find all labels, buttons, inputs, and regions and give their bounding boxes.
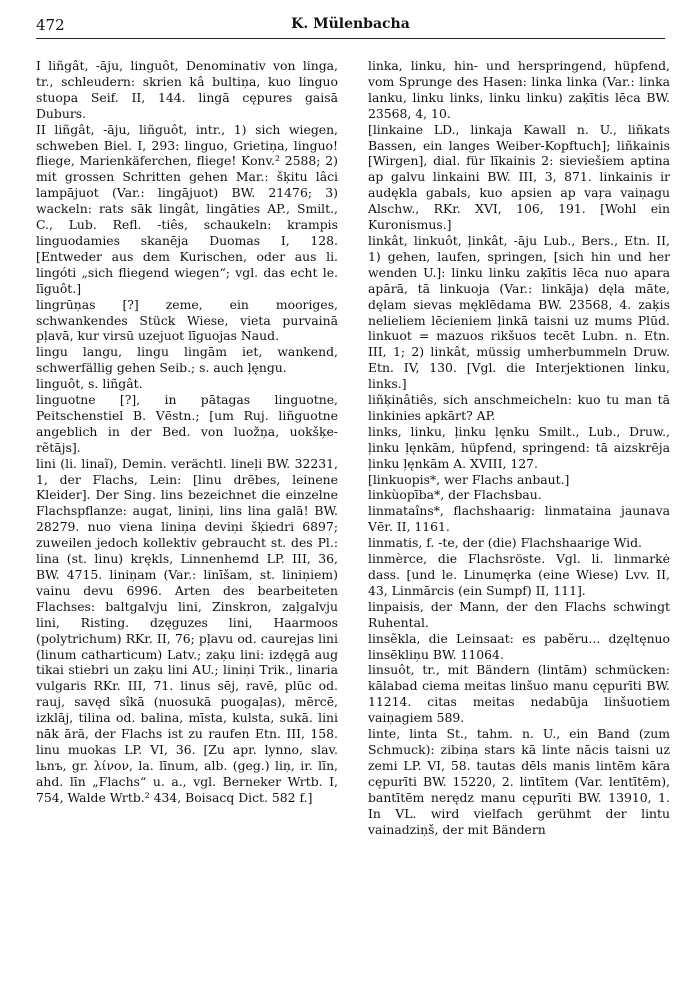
entry-linmatis: linmatis, f. -te, der (die) Flachshaarige Wid.: [368, 535, 642, 551]
entry-linguot: linguôt, s. liñgât.: [36, 376, 143, 392]
entry-linmerce: linmèrce, die Flachsröste. Vgl. li. linmarkė dass. [und le. Linumęrka (eine Wiese) Lvv. II, 43, Linmārcis (ein Sumpf) II, 111].: [368, 551, 670, 598]
entry-lingat-1: I liñgât, -āju, linguôt, Denominativ von linga, tr., schleudern: skrien kâ bultiņa, kuo linguo stuopa Seif. II, 144. lingā cępures gaisā Duburs.: [36, 58, 338, 121]
right-column: [368, 58, 670, 837]
entry-linkinaties: liñķinâtiês, sich anschmeicheln: kuo tu man tā linkinies apkārt? AP.: [368, 392, 670, 423]
entry-links: links, linku, ļinku ļęnku Smilt., Lub., Druw., ļinku ļęnkām, hüpfend, springend: tā aizskrēja ļinku ļęnkām A. XVIII, 127.: [368, 423, 670, 471]
entry-lini: lini (li. linaĩ), Demin. verächtl. lineļi BW. 32231, 1, der Flachs, Lein: [linu drēbes, leinene Kleider]. Der Sing. lins bezeichnet die einzelne Flachspflanze: augat, liniņi, lins lina galā! BW. 28279. nuo viena liniņa deviņi šķiedri 6897; zuweilen jedoch kollektiv gebraucht st. des Pl.: lina (st. linu) krękls, Linnenhemd LP. III, 36, BW. 4715. liniņam (Var.: linīšam, st. liniņiem) vainu devu 6996. Arten des bearbeiteten Flachses: baltgalvju lini, Zinskron, zaļgalvju lini, Risting. dzęguzes lini, Haarmoos (polytrichum) RKr. II, 76; pļavu od. caurejas lini (linum catharticum) Latv.; zaķu lini: izdęgā aug tikai stiebri un zaķu lini AU.; liniņi Trik., linaria vulgaris RKr. III, 71. linus sēj, ravē, plūc od. rauj, savęd sîkā (nuosukā puogaļas), mērcē, izklāj, tilina od. balina, mīsta, kulsta, sukā. lini nāk ārā, der Flachs ist zu raufen Etn. III, 158. linu muokas LP. VI, 36. [Zu apr. lynno, slav. lьnъ, gr. λίνον, la. līnum, alb. (geg.) liņ, ir. līn, ahd. līn „Flachs“ u. a., vgl. Berneker Wrtb. I, 754, Walde Wrtb.² 434, Boisacq Dict. 582 f.]: [36, 455, 338, 805]
entry-linmatains: linmataîns*, flachshaarig: linmataina jaunava Vēr. II, 1161.: [368, 503, 670, 535]
running-head: K. Mülenbacha: [291, 16, 410, 32]
page-header: [36, 14, 665, 39]
entry-lingrunas: lingrūņas [?] zeme, ein mooriges, schwankendes Stück Wiese, vieta purvainā pļavā, kur virsū uzejuot līguojas Naud.: [36, 296, 338, 344]
entry-linsekla: linsẽkla, die Leinsaat: es pabẽru... dzęltęnuo linsēkliņu BW. 11064.: [368, 630, 670, 662]
entry-linsuot: linsuôt, tr., mit Bändern (lintām) schmücken: kālabad ciema meitas linšuo manu cępurīti BW. 11214. citas meitas nedabūja linšuotiem vaiņagiem 589.: [368, 662, 670, 726]
entry-linte: linte, linta St., tahm. n. U., ein Band (zum Schmuck): zibiņa stars kā linte nācis taisni uz zemi LP. VI, 58. tautas dēls manis lintēm kāra cępurīti BW. 15220, 2. lintītem (Var. lentītēm), bantītēm nerędz manu cępurīti BW. 13910, 1. In VL. wird vielfach gerühmt der lintu vainadziņš, der mit Bändern: [368, 726, 670, 837]
entry-linguotne: linguotne [?], in pātagas linguotne, Peitschenstiel B. Vēstn.; [um Ruj. liñguotne angeblich in der Bed. von luožņa, uokšķe-rẽtājs].: [36, 392, 338, 455]
entry-lingu: lingu langu, lingu lingām iet, wankend, schwerfällig gehen Seib.; s. auch ļęngu.: [36, 344, 338, 376]
entry-linkuopiba: linkùopība*, der Flachsbau.: [368, 487, 542, 503]
entry-linkat: linkât, linkuôt, ļinkât, -āju Lub., Bers., Etn. II, 1) gehen, laufen, springen, [sich hin und her wenden U.]: linku linku zaķītis lēca nuo apara apārā, tā linkuoja (Var.: linkāja) dęla māte, dęlam sievas męklēdama BW. 23568, 4. zaķis nelieliem lēcieniem ļinkā taisni uz mums Plūd. linkuot = mazuos rikšuos tecēt Lubn. n. Etn. III, 1; 2) linkât, müssig umherbummeln Druw. Etn. IV, 130. [Vgl. die Interjektionen linku, links.]: [368, 232, 670, 392]
entry-linkaine: [linkaine LD., linkaja Kawall n. U., liñkats Bassen, ein langes Weiber-Kopftuch]; liñkainis [Wirgen], dial. für līkainis 2: sieviešiem aptina ap galvu linkaini BW. III, 3, 871. linkainis ir audękla gabals, kuo apsien ap vaŗa vaiņagu Alschw., RKr. XVI, 106, 191. [Wohl ein Kuronismus.]: [368, 121, 670, 233]
entry-linkuopis: [linkuopis*, wer Flachs anbaut.]: [368, 471, 570, 487]
page-number: 472: [36, 16, 65, 34]
left-column: [36, 58, 338, 806]
entry-linka: linka, linku, hin- und herspringend, hüpfend, vom Sprunge des Hasen: linka linka (Var.: linka lanku, linku links, linku linku) zaķītis lēca BW. 23568, 4, 10.: [368, 58, 670, 121]
entry-linpaisis: linpaisis, der Mann, der den Flachs schwingt Ruhental.: [368, 598, 670, 630]
entry-lingat-2: II liñgât, -āju, liñguôt, intr., 1) sich wiegen, schweben Biel. I, 293: linguo, Grietiņa, linguo! fliege, Marienkäferchen, fliege! Konv.² 2588; 2) mit grossen Schritten gehen Mar.: šķitu lâci lampājuot (Var.: lingājuot) BW. 21476; 3) wackeln: rats sāk lingât, lingāties AP., Smilt., C., Lub. Refl. -tiês, schaukeln: krampis linguodamies skanēja Duomas I, 128. [Entweder aus dem Kurischen, oder aus li. lingóti „sich fliegend wiegen“; vgl. das echt le. līguôt.]: [36, 121, 338, 296]
